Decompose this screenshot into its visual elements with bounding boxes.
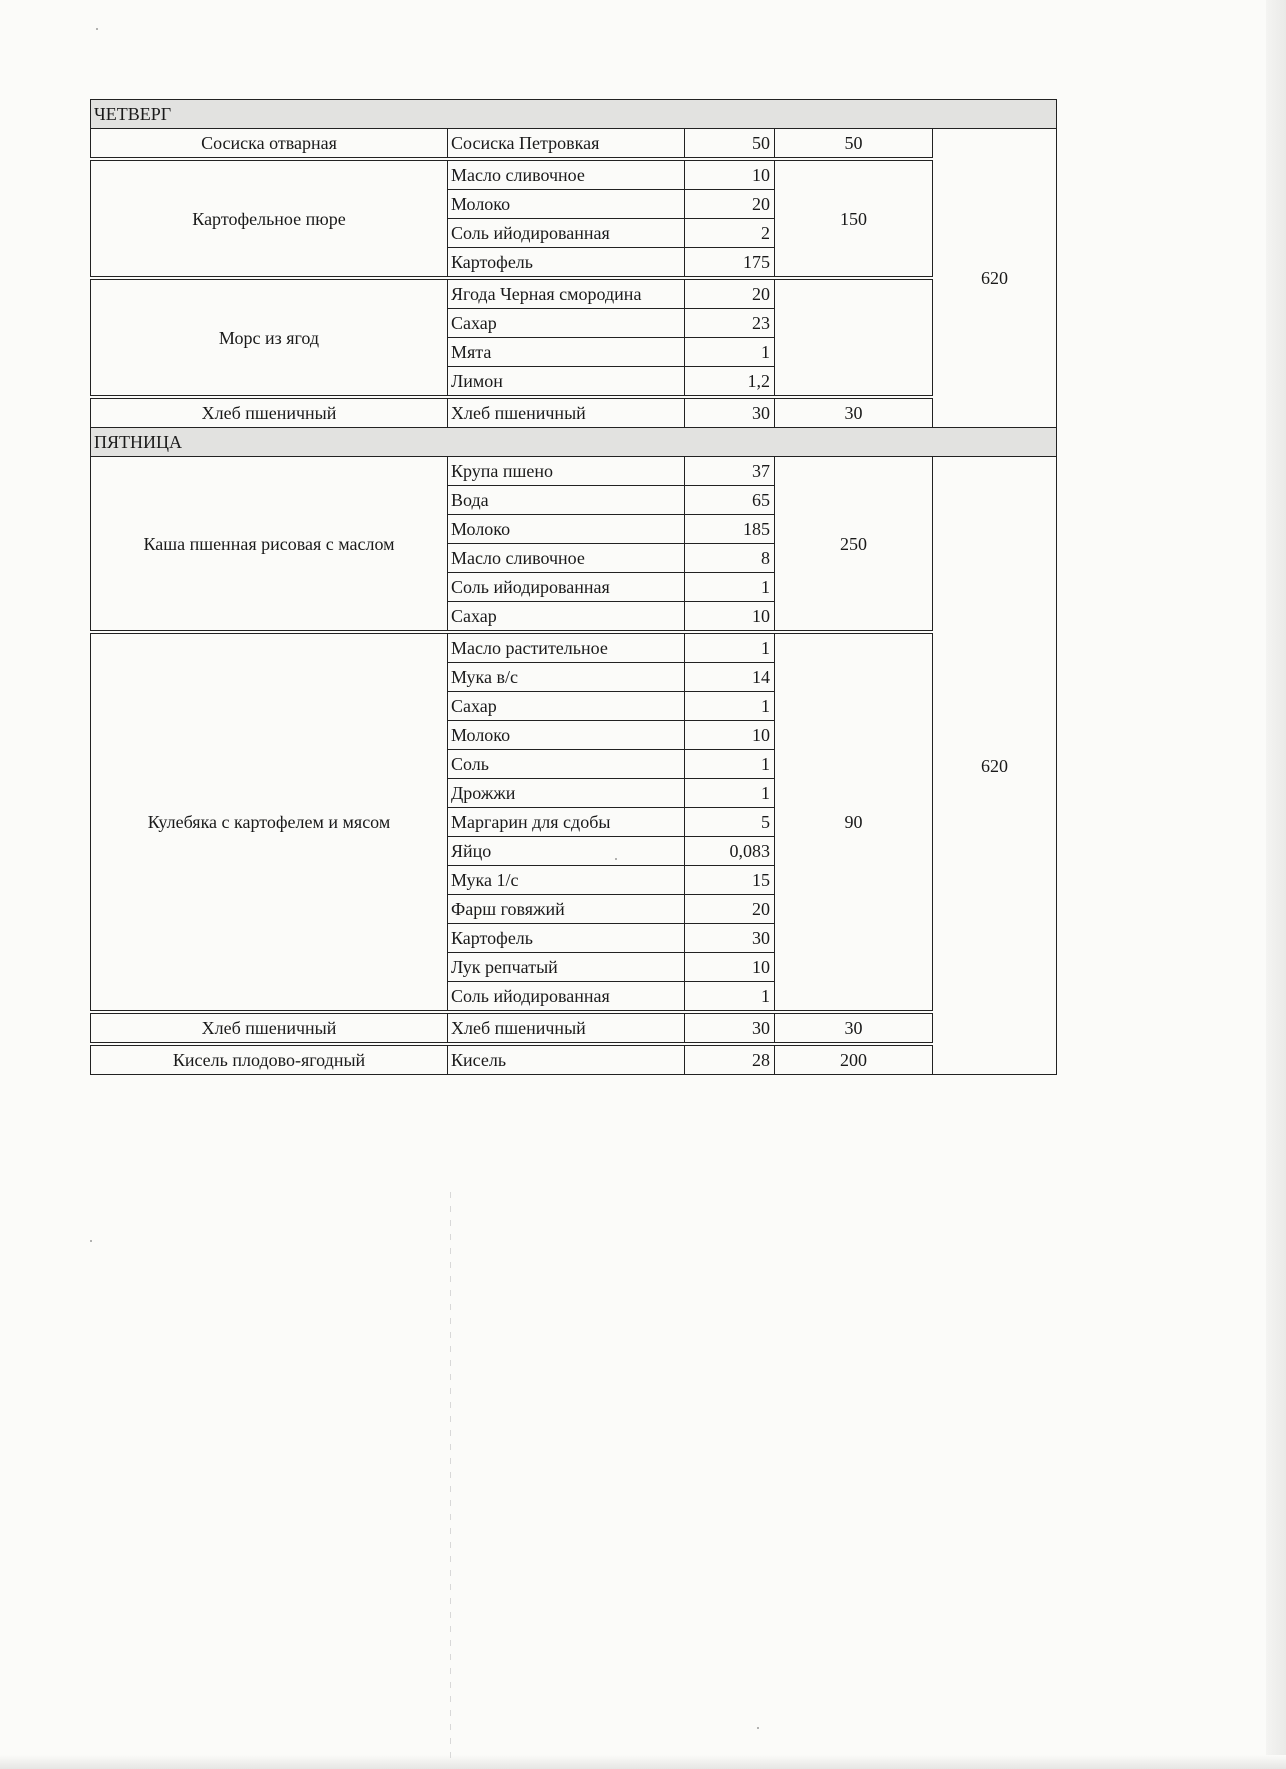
- dish-name: Картофельное пюре: [91, 159, 448, 278]
- ingredient-quantity: 20: [685, 278, 775, 309]
- day-total: 620: [933, 129, 1057, 428]
- table-row: [91, 397, 1057, 428]
- ingredient-quantity: 1: [685, 338, 775, 367]
- ingredient-quantity: 1: [685, 632, 775, 663]
- table-row: [91, 159, 1057, 190]
- ingredient-name: Картофель: [448, 924, 685, 953]
- dish-yield: 30: [775, 397, 933, 428]
- day-header-row: [91, 100, 1057, 129]
- ingredient-name: Фарш говяжий: [448, 895, 685, 924]
- scan-bottom-edge: [0, 1755, 1286, 1769]
- ingredient-name: Молоко: [448, 515, 685, 544]
- scan-speck: [90, 1240, 92, 1242]
- ingredient-name: Молоко: [448, 721, 685, 750]
- ingredient-quantity: 1: [685, 982, 775, 1013]
- ingredient-quantity: 185: [685, 515, 775, 544]
- dish-name: Сосиска отварная: [91, 129, 448, 160]
- table-row: [91, 278, 1057, 309]
- ingredient-name: Сосиска Петровкая: [448, 129, 685, 160]
- ingredient-name: Лимон: [448, 367, 685, 398]
- table-row: [91, 1012, 1057, 1044]
- dish-name: Хлеб пшеничный: [91, 397, 448, 428]
- ingredient-name: Мята: [448, 338, 685, 367]
- ingredient-name: Яйцо: [448, 837, 685, 866]
- ingredient-name: Соль ийодированная: [448, 982, 685, 1013]
- ingredient-name: Хлеб пшеничный: [448, 1012, 685, 1044]
- ingredient-name: Лук репчатый: [448, 953, 685, 982]
- ingredient-name: Соль ийодированная: [448, 219, 685, 248]
- scan-speck: [96, 28, 98, 30]
- dish-name: Каша пшенная рисовая с маслом: [91, 457, 448, 633]
- ingredient-quantity: 2: [685, 219, 775, 248]
- ingredient-quantity: 37: [685, 457, 775, 486]
- dish-name: Хлеб пшеничный: [91, 1012, 448, 1044]
- dish-yield: 90: [775, 632, 933, 1012]
- dish-name: Кулебяка с картофелем и мясом: [91, 632, 448, 1012]
- ingredient-name: Молоко: [448, 190, 685, 219]
- dish-yield: 50: [775, 129, 933, 160]
- ingredient-name: Сахар: [448, 692, 685, 721]
- ingredient-quantity: 1: [685, 779, 775, 808]
- dish-yield: 200: [775, 1044, 933, 1075]
- ingredient-name: Сахар: [448, 309, 685, 338]
- day-header: ПЯТНИЦА: [91, 428, 1057, 457]
- ingredient-quantity: 30: [685, 924, 775, 953]
- ingredient-quantity: 65: [685, 486, 775, 515]
- ingredient-name: Вода: [448, 486, 685, 515]
- ingredient-quantity: 20: [685, 190, 775, 219]
- scan-artifact-line: [450, 1192, 451, 1762]
- ingredient-name: Мука 1/с: [448, 866, 685, 895]
- ingredient-name: Крупа пшено: [448, 457, 685, 486]
- ingredient-quantity: 28: [685, 1044, 775, 1075]
- ingredient-quantity: 30: [685, 397, 775, 428]
- menu-table: [90, 99, 1057, 1075]
- ingredient-quantity: 30: [685, 1012, 775, 1044]
- ingredient-quantity: 20: [685, 895, 775, 924]
- dish-name: Кисель плодово-ягодный: [91, 1044, 448, 1075]
- scan-edge: [1266, 0, 1286, 1769]
- dish-yield: 30: [775, 1012, 933, 1044]
- dish-yield: 250: [775, 457, 933, 633]
- table-row: [91, 632, 1057, 663]
- dish-name: Морс из ягод: [91, 278, 448, 397]
- ingredient-quantity: 10: [685, 953, 775, 982]
- dish-yield: 150: [775, 159, 933, 278]
- ingredient-name: Масло сливочное: [448, 544, 685, 573]
- dish-yield: [775, 278, 933, 397]
- table-row: [91, 457, 1057, 486]
- ingredient-name: Мука в/с: [448, 663, 685, 692]
- ingredient-name: Масло растительное: [448, 632, 685, 663]
- ingredient-quantity: 23: [685, 309, 775, 338]
- day-header: ЧЕТВЕРГ: [91, 100, 1057, 129]
- day-header-row: [91, 428, 1057, 457]
- day-total: 620: [933, 457, 1057, 1075]
- ingredient-quantity: 10: [685, 721, 775, 750]
- ingredient-name: Кисель: [448, 1044, 685, 1075]
- ingredient-name: Маргарин для сдобы: [448, 808, 685, 837]
- ingredient-quantity: 1: [685, 692, 775, 721]
- ingredient-name: Сахар: [448, 602, 685, 633]
- ingredient-quantity: 10: [685, 159, 775, 190]
- table-row: [91, 1044, 1057, 1075]
- ingredient-quantity: 8: [685, 544, 775, 573]
- ingredient-quantity: 1: [685, 573, 775, 602]
- menu-table-body: [91, 100, 1057, 1075]
- ingredient-name: Хлеб пшеничный: [448, 397, 685, 428]
- ingredient-quantity: 10: [685, 602, 775, 633]
- scan-speck: [757, 1727, 759, 1729]
- ingredient-name: Дрожжи: [448, 779, 685, 808]
- ingredient-quantity: 15: [685, 866, 775, 895]
- ingredient-name: Ягода Черная смородина: [448, 278, 685, 309]
- ingredient-quantity: 0,083: [685, 837, 775, 866]
- ingredient-quantity: 50: [685, 129, 775, 160]
- table-row: [91, 129, 1057, 160]
- ingredient-name: Картофель: [448, 248, 685, 279]
- ingredient-quantity: 5: [685, 808, 775, 837]
- ingredient-quantity: 14: [685, 663, 775, 692]
- ingredient-name: Соль ийодированная: [448, 573, 685, 602]
- ingredient-name: Соль: [448, 750, 685, 779]
- ingredient-quantity: 175: [685, 248, 775, 279]
- ingredient-quantity: 1: [685, 750, 775, 779]
- ingredient-name: Масло сливочное: [448, 159, 685, 190]
- ingredient-quantity: 1,2: [685, 367, 775, 398]
